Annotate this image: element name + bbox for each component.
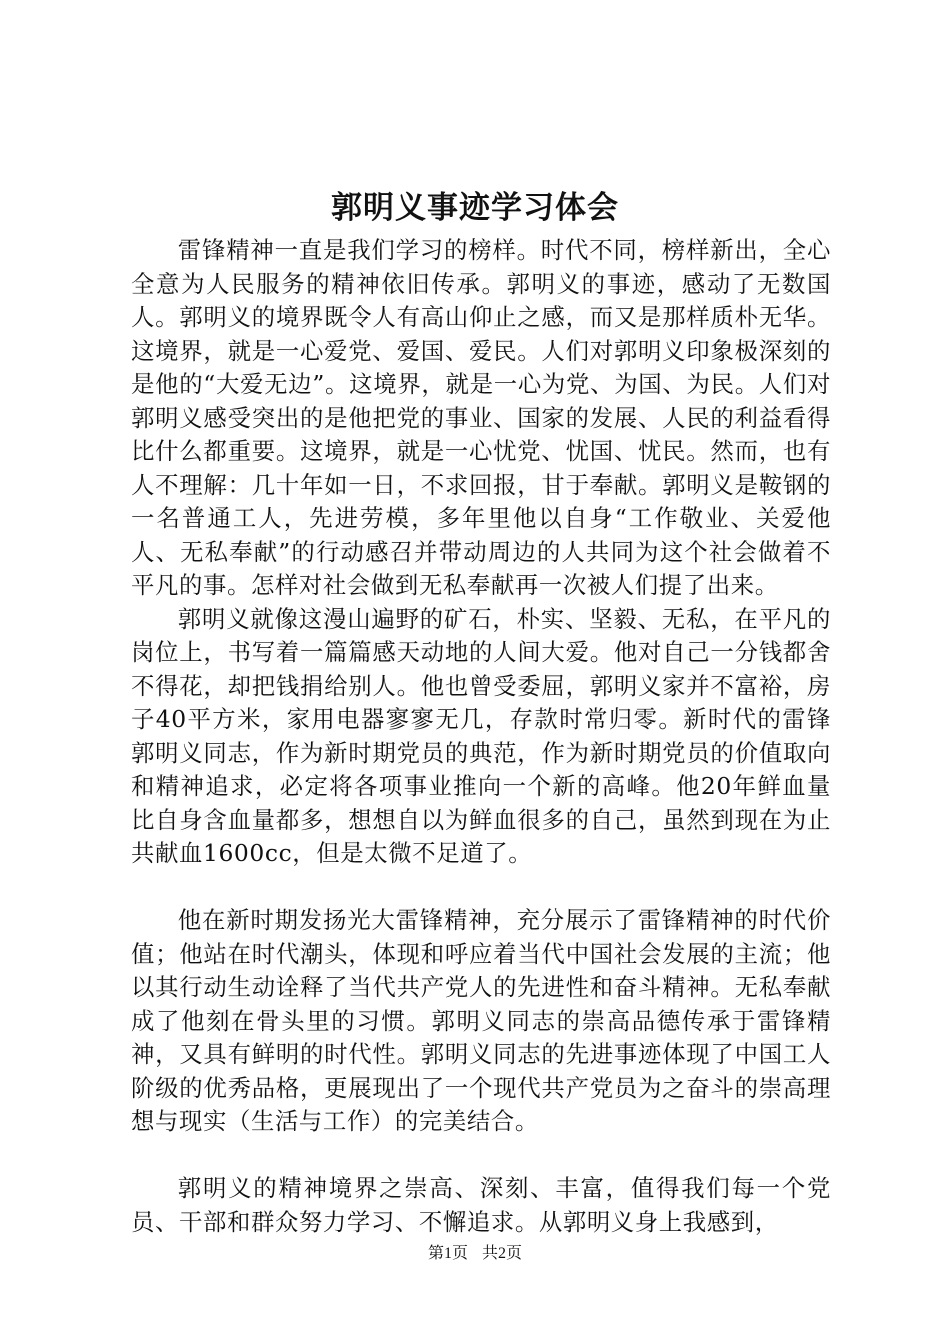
paragraph-4: 郭明义的精神境界之崇高、深刻、丰富，值得我们每一个党员、干部和群众努力学习、不懈追求。从郭明义身上我感到， (131, 1174, 831, 1236)
document-body (131, 234, 831, 1239)
paragraph-2: 郭明义就像这漫山遍野的矿石，朴实、坚毅、无私，在平凡的岗位上，书写着一篇篇感天动地的人间大爱。他对自己一分钱都舍不得花，却把钱捐给别人。他也曾受委屈，郭明义家并不富裕，房子40平方米，家用电器寥寥无几，存款时常归零。新时代的雷锋郭明义同志，作为新时期党员的典范，作为新时期党员的价值取向和精神追求，必定将各项事业推向一个新的高峰。他20年鲜血量比自身含血量都多，想想自以为鲜血很多的自己，虽然到现在为止共献血1600cc，但是太微不足道了。 (131, 604, 831, 867)
document-title: 郭明义事迹学习体会 (331, 190, 619, 226)
page-footer (0, 1243, 950, 1265)
page-number: 第1页 (427, 1245, 468, 1262)
page-total: 共2页 (482, 1245, 523, 1262)
paragraph-3: 他在新时期发扬光大雷锋精神，充分展示了雷锋精神的时代价值；他站在时代潮头，体现和呼应着当代中国社会发展的主流；他以其行动生动诠释了当代共产党人的先进性和奋斗精神。无私奉献成了他刻在骨头里的习惯。郭明义同志的崇高品德传承于雷锋精神，又具有鲜明的时代性。郭明义同志的先进事迹体现了中国工人阶级的优秀品格，更展现出了一个现代共产党员为之奋斗的崇高理想与现实（生活与工作）的完美结合。 (131, 906, 831, 1135)
paragraph-1: 雷锋精神一直是我们学习的榜样。时代不同，榜样新出，全心全意为人民服务的精神依旧传承。郭明义的事迹，感动了无数国人。郭明义的境界既令人有高山仰止之感，而又是那样质朴无华。这境界，就是一心爱党、爱国、爱民。人们对郭明义印象极深刻的是他的“大爱无边”。这境界，就是一心为党、为国、为民。人们对郭明义感受突出的是他把党的事业、国家的发展、人民的利益看得比什么都重要。这境界，就是一心忧党、忧国、忧民。然而，也有人不理解：几十年如一日，不求回报，甘于奉献。郭明义是鞍钢的一名普通工人，先进劳模，多年里他以自身“工作敬业、关爱他人、无私奉献”的行动感召并带动周边的人共同为这个社会做着不平凡的事。怎样对社会做到无私奉献再一次被人们提了出来。 (131, 236, 831, 599)
